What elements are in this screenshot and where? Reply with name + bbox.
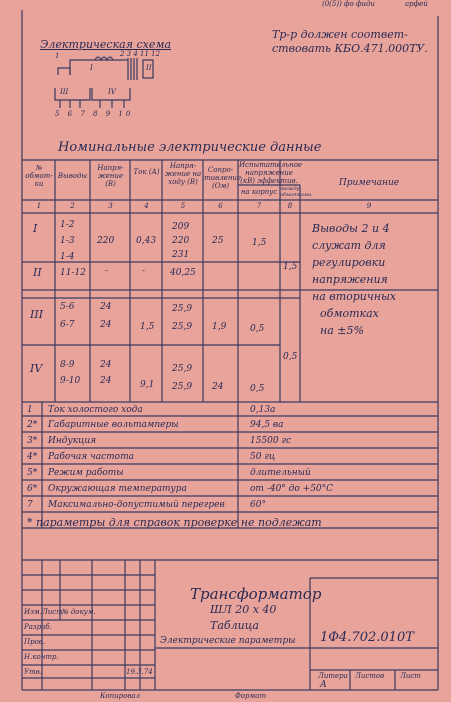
col-number: 8 — [287, 202, 293, 210]
between-windings-value: 1,5 — [283, 262, 298, 272]
stamp-label: Пров. — [24, 638, 46, 646]
row-test-case: 0,5 — [250, 324, 265, 334]
row-no-load: 25,9 — [172, 382, 193, 392]
row-current: 1,5 — [140, 322, 155, 332]
note-line: напряжения — [312, 273, 388, 286]
param-label: Индукция — [48, 436, 97, 446]
col-number: 6 — [218, 202, 223, 210]
param-number: 6* — [27, 484, 38, 494]
row-resistance: 1,9 — [212, 322, 227, 332]
header-resistance: Сопро-тивление (Ом) — [204, 166, 242, 190]
signature-date: 19.3.74 — [126, 668, 153, 676]
stamp-label: Изм.Лист — [24, 608, 63, 616]
row-voltage: 24 — [100, 302, 112, 312]
col-number: 3 — [108, 202, 113, 210]
param-value: 94,5 ва — [250, 420, 284, 430]
header-winding-number: № обмот-ки — [25, 164, 53, 188]
row-test-case: 1,5 — [252, 238, 267, 248]
schema-winding-II: II — [146, 64, 152, 72]
title-doc-code: 1Ф4.702.010Т — [320, 630, 414, 645]
param-value: 50 гц — [250, 452, 276, 462]
row-no-load: 220 — [172, 236, 190, 246]
schema-winding-I: I — [90, 64, 93, 72]
row-leads: 9-10 — [60, 376, 81, 386]
header-voltage: Напря-жение (В) — [97, 164, 124, 188]
header-leads: Выводы — [57, 172, 88, 180]
row-voltage: 220 — [97, 236, 115, 246]
bottom-format: Формат — [235, 692, 267, 700]
param-number: 4* — [27, 452, 38, 462]
litera-value: А — [320, 680, 327, 690]
schema-pin-1: 1 — [55, 52, 60, 60]
bottom-copy: Копировал — [100, 692, 141, 700]
header-note: Примечание — [338, 178, 400, 188]
litera-label: Литера — [318, 672, 348, 680]
param-value: 60° — [250, 500, 266, 510]
spec-note-line2: ствовать КБО.471.000ТУ. — [272, 42, 428, 55]
corner-note-right: арфей — [405, 0, 428, 8]
row-no-load: 40,25 — [170, 268, 196, 278]
schema-winding-IV: IV — [108, 88, 116, 96]
row-voltage: 24 — [100, 360, 112, 370]
param-label: Максимально-допустимый перегрев — [48, 500, 225, 510]
param-label: Окружающая температура — [48, 484, 187, 494]
header-to-case: на корпус — [240, 188, 278, 196]
schema-winding-III: III — [60, 88, 69, 96]
header-between-windings: между обмотками — [280, 186, 312, 198]
param-value: длительный — [250, 468, 311, 478]
param-label: Габаритные вольтамперы — [48, 420, 179, 430]
param-value: от -40° до +50°С — [250, 484, 334, 494]
schema-drawing — [55, 57, 153, 108]
param-number: 1 — [27, 405, 33, 415]
stamp-label: Утв. — [24, 668, 42, 676]
row-winding: II — [33, 266, 42, 279]
stamp-label: Н.контр. — [24, 653, 59, 661]
row-no-load: 231 — [172, 250, 190, 260]
row-leads: 1-2 — [60, 220, 75, 230]
param-label: Рабочая частота — [48, 452, 134, 462]
stamp-label: Разраб. — [24, 623, 52, 631]
col-number: 9 — [366, 202, 372, 210]
param-label: Ток холостого хода — [48, 405, 143, 415]
param-number: 2* — [27, 420, 38, 430]
row-winding: I — [33, 222, 38, 235]
row-leads: 6-7 — [60, 320, 75, 330]
row-current: 9,1 — [140, 380, 155, 390]
param-label: Режим работы — [48, 468, 124, 478]
row-winding: IV — [30, 362, 43, 375]
param-number: 7 — [27, 500, 33, 510]
param-number: 3* — [27, 436, 38, 446]
row-resistance: 24 — [212, 382, 224, 392]
note-line: на вторичных — [312, 290, 397, 303]
row-no-load: 25,9 — [172, 304, 193, 314]
schema-pins-top: 2 3 4 11 12 — [120, 50, 161, 58]
row-leads: 5-6 — [60, 302, 75, 312]
row-winding: III — [30, 308, 44, 321]
param-value: 15500 гс — [250, 436, 292, 446]
schema-title: Электрическая схема — [40, 38, 172, 51]
title-name-line3: Таблица — [210, 619, 259, 632]
title-name-line1: Трансформатор — [190, 585, 322, 603]
row-voltage-2: 24 — [100, 376, 112, 386]
col-number: 7 — [256, 202, 262, 210]
row-leads: 8-9 — [60, 360, 75, 370]
spec-note-line1: Тр-р должен соответ- — [272, 28, 408, 41]
row-test-case: 0,5 — [250, 384, 265, 394]
row-voltage: - — [105, 266, 109, 276]
row-current: - — [142, 266, 146, 276]
note-line: обмотках — [320, 307, 379, 320]
param-number: 5* — [27, 468, 38, 478]
row-no-load: 209 — [172, 222, 190, 232]
title-name-line2: ШЛ 20 х 40 — [210, 603, 277, 616]
note-line: на ±5% — [320, 324, 364, 337]
col-number: 4 — [144, 202, 149, 210]
sheet-label: Лист — [400, 672, 421, 680]
note-line: служат для — [312, 239, 386, 252]
param-value: 0,13а — [250, 405, 276, 415]
title-doc-subtitle: Электрические параметры — [160, 636, 296, 646]
between-windings-value: 0,5 — [283, 352, 298, 362]
col-number: 2 — [70, 202, 75, 210]
note-line: Выводы 2 и 4 — [312, 222, 390, 235]
row-voltage-2: 24 — [100, 320, 112, 330]
row-no-load: 25,9 — [172, 364, 193, 374]
sheets-label: Листов — [355, 672, 385, 680]
header-current: Ток (А) — [133, 168, 160, 176]
row-no-load: 25,9 — [172, 322, 193, 332]
corner-note-left: (0(5)) фо фиди — [322, 0, 375, 8]
footnote: * параметры для справок проверке не подлежат — [27, 516, 322, 529]
row-resistance: 25 — [212, 236, 224, 246]
schema-pins-bottom: 5 6 7 8 9 10 — [55, 110, 134, 118]
table-title: Номинальные электрические данные — [58, 140, 322, 155]
header-test-voltage: Испытательное напряжение (кВ) эффектив. — [239, 161, 303, 185]
row-leads: 1-3 — [60, 236, 75, 246]
col-number: 5 — [180, 202, 186, 210]
col-number: 1 — [36, 202, 42, 210]
stamp-label: № докум. — [62, 608, 96, 616]
note-line: регулировки — [312, 256, 386, 269]
header-no-load-voltage: Напря-жение на ходу (В) — [164, 162, 202, 186]
row-leads: 1-4 — [60, 252, 75, 262]
row-leads: 11-12 — [60, 268, 86, 278]
row-current: 0,43 — [136, 236, 157, 246]
